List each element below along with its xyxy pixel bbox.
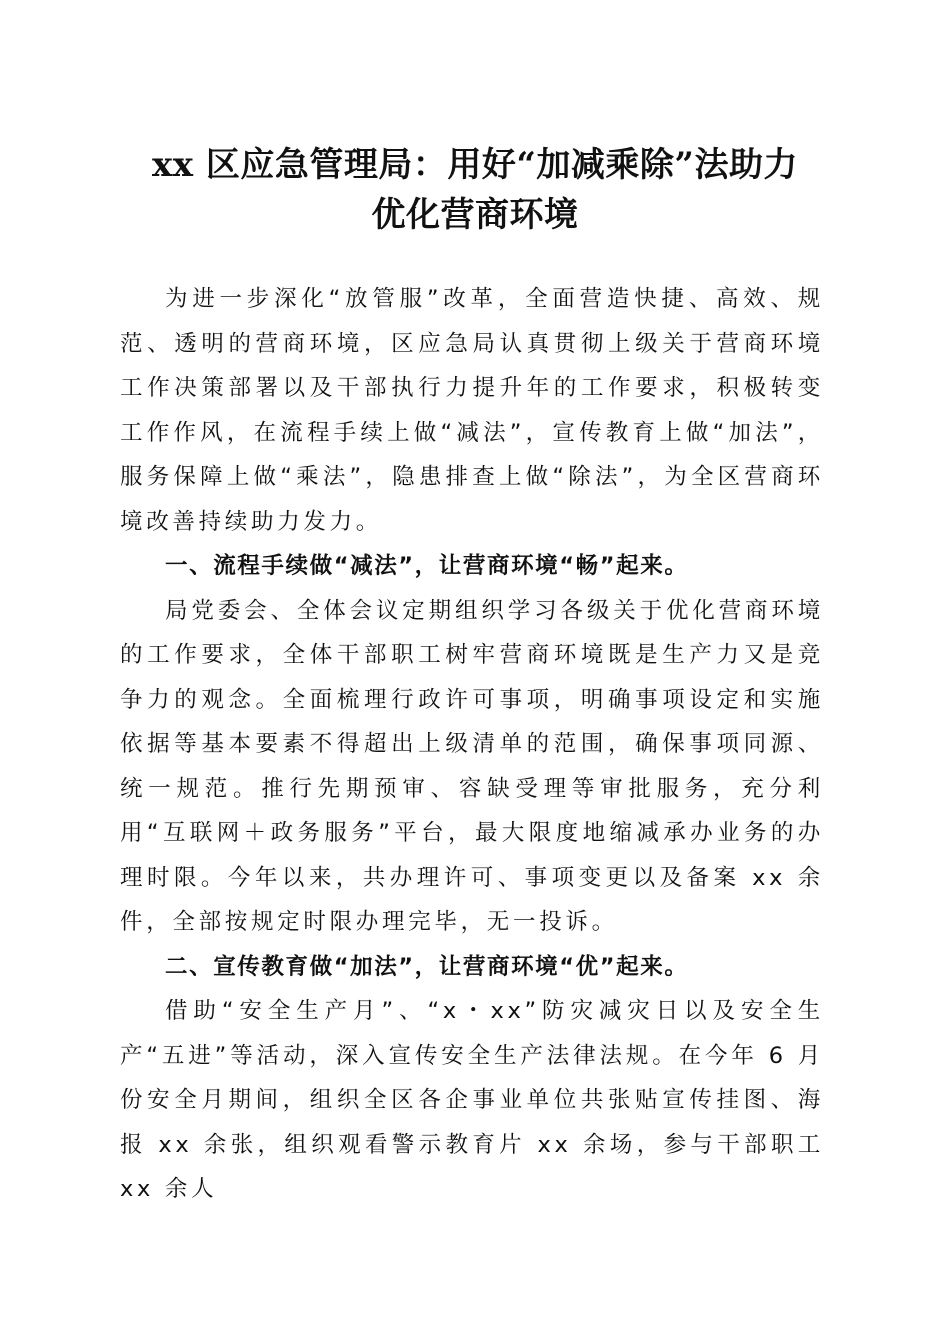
document-title (100, 140, 850, 240)
section-heading-1: 一、流程手续做“减法”，让营商环境“畅”起来。 (165, 553, 689, 579)
intro-paragraph: 为进一步深化“放管服”改革，全面营造快捷、高效、规范、透明的营商环境，区应急局认真贯彻上级关于营商环境工作决策部署以及干部执行力提升年的工作要求，积极转变工作作风，在流程手续上做“减法”，宣传教育上做“加法”，服务保障上做“乘法”，隐患排查上做“除法”，为全区营商环境改善持续助力发力。 (120, 286, 824, 535)
section-heading-2: 二、宣传教育做“加法”，让营商环境“优”起来。 (165, 953, 689, 980)
title-line-1: xx 区应急管理局：用好“加减乘除”法助力 (152, 145, 798, 185)
document-body (120, 277, 824, 1212)
section-2-paragraph: 借助“安全生产月”、“x・xx”防灾减灾日以及安全生产“五进”等活动，深入宣传安全生产法律法规。在今年 6 月份安全月期间，组织全区各企事业单位共张贴宣传挂图、海报 xx 余张，组织观看警示教育片 xx 余场，参与干部职工 xx 余人 (120, 998, 824, 1202)
section-1-paragraph: 局党委会、全体会议定期组织学习各级关于优化营商环境的工作要求，全体干部职工树牢营商环境既是生产力又是竞争力的观念。全面梳理行政许可事项，明确事项设定和实施依据等基本要素不得超出上级清单的范围，确保事项同源、统一规范。推行先期预审、容缺受理等审批服务，充分利用“互联网＋政务服务”平台，最大限度地缩减承办业务的办理时限。今年以来，共办理许可、事项变更以及备案 xx 余件，全部按规定时限办理完毕，无一投诉。 (120, 597, 824, 935)
title-line-2: 优化营商环境 (371, 195, 579, 235)
